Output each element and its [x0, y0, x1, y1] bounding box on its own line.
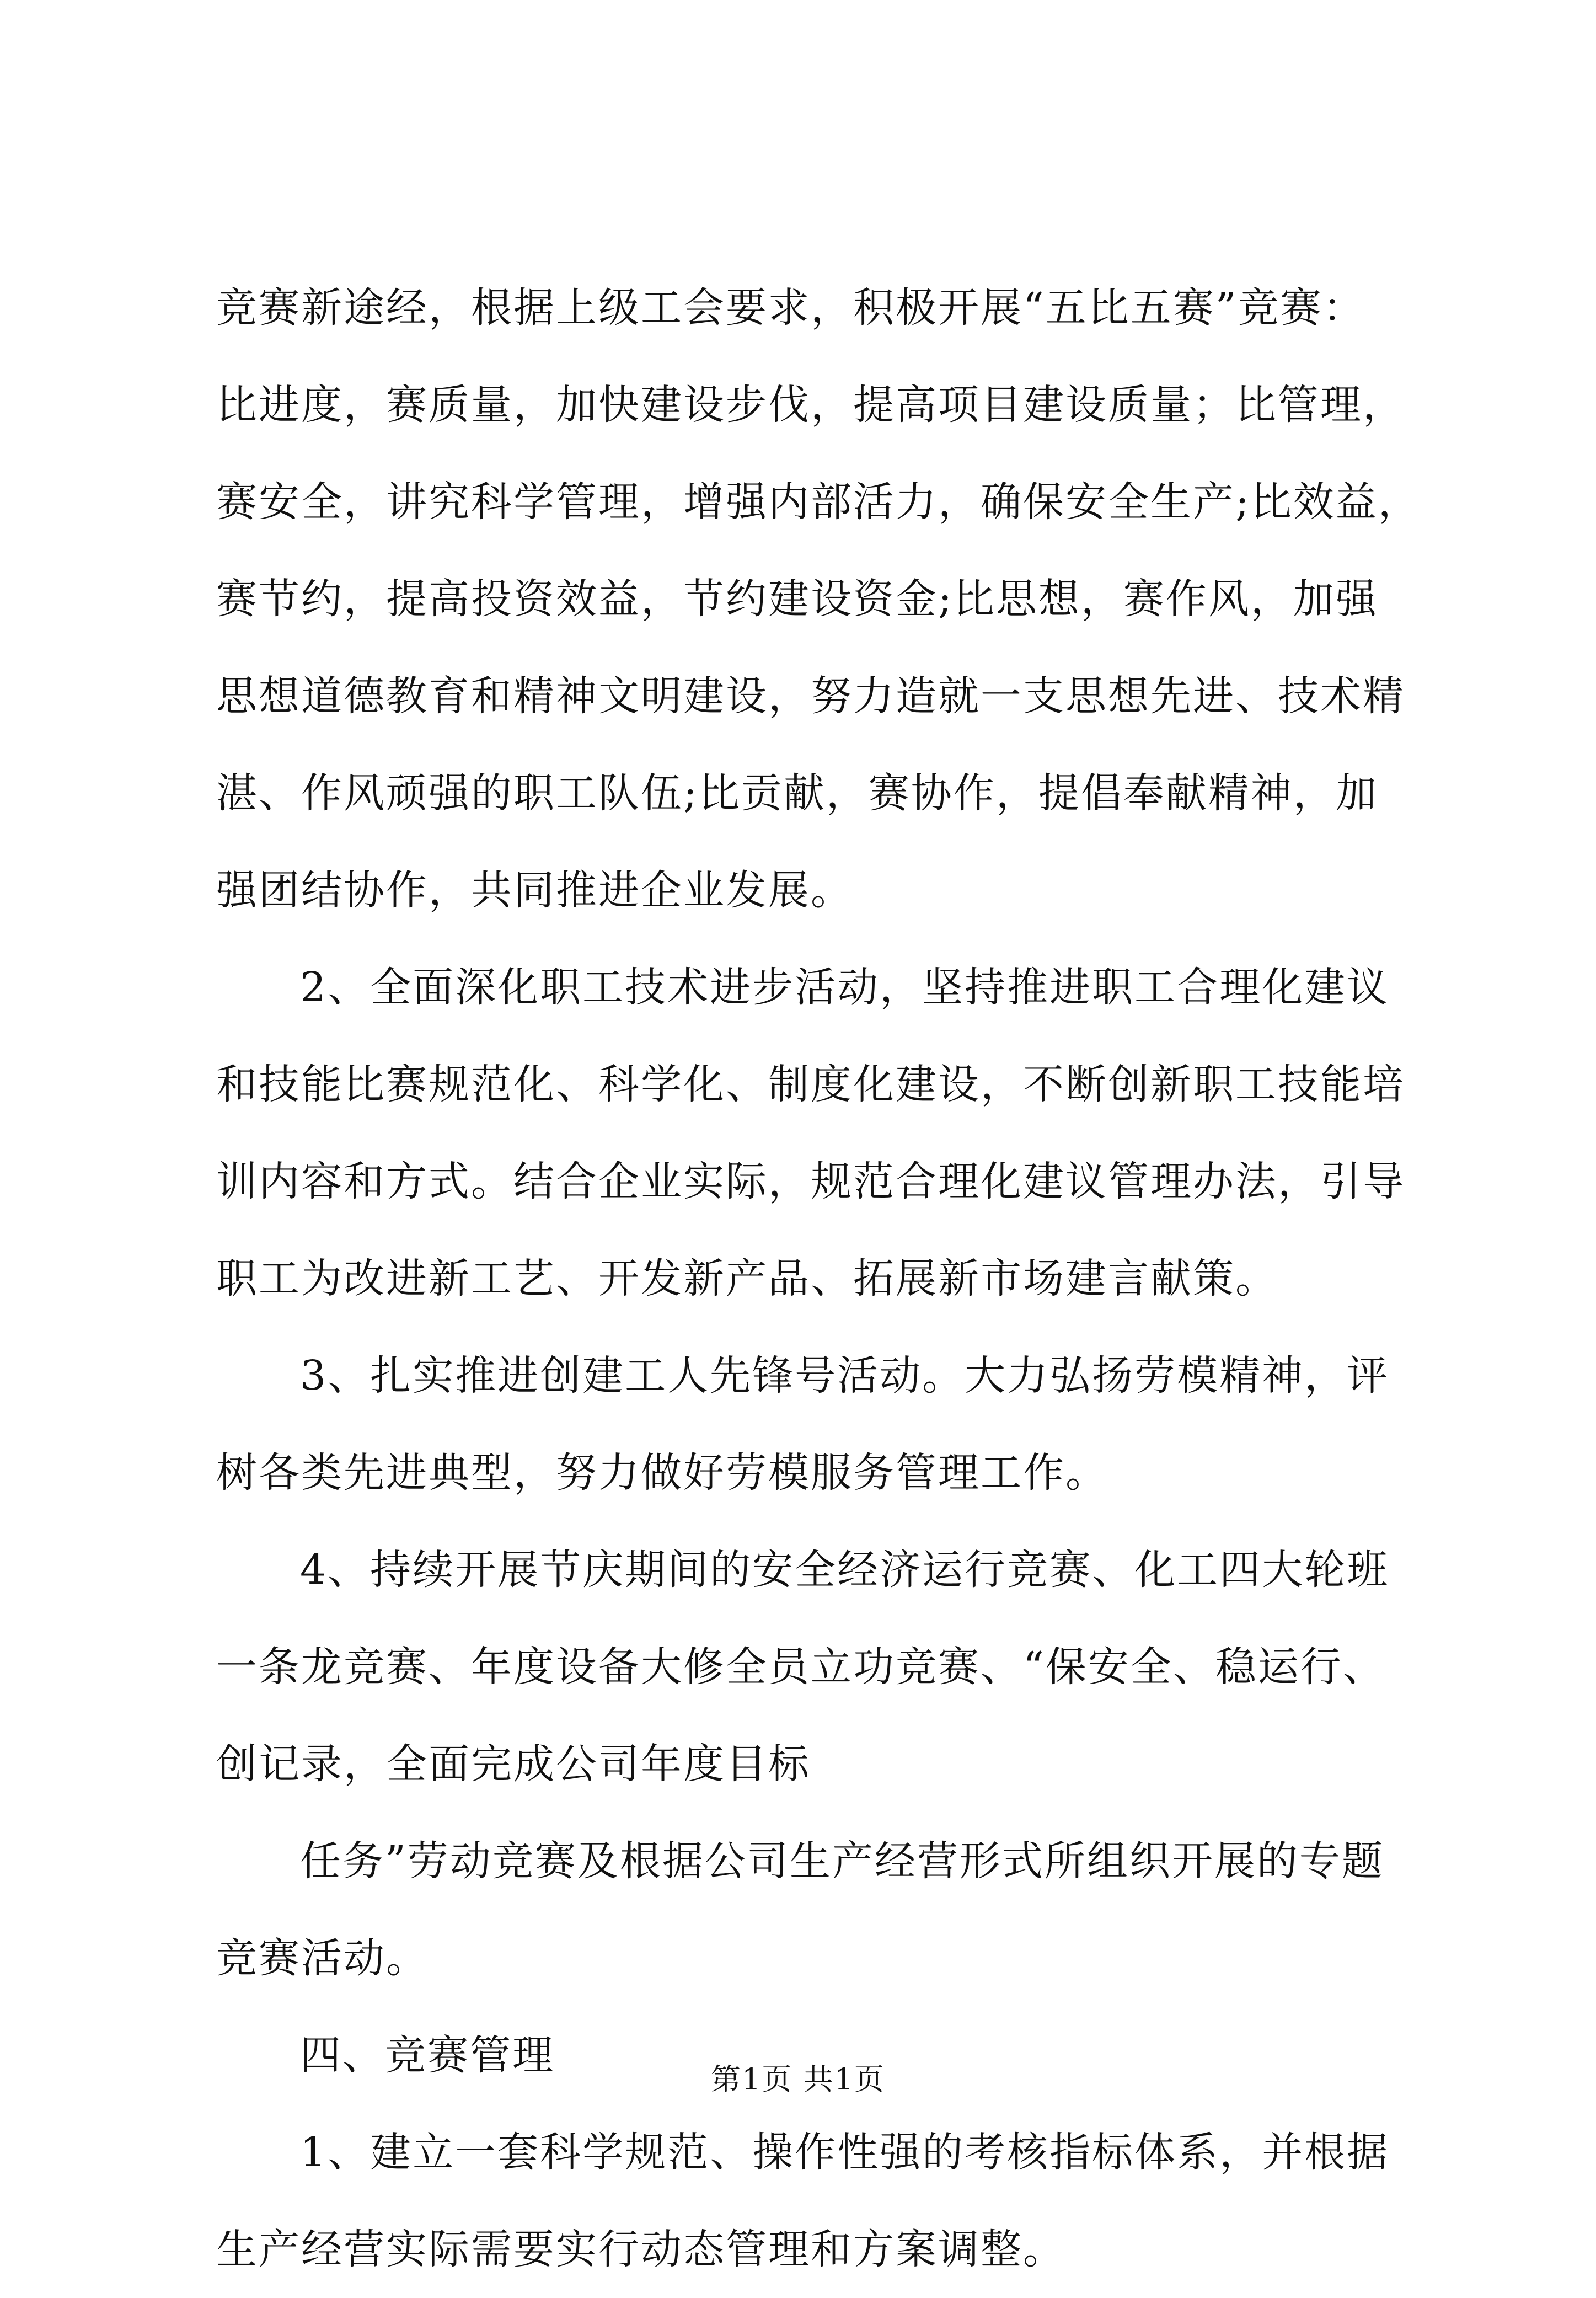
paragraph-line-indented: 3、扎实推进创建工人先锋号活动。大力弘扬劳模精神，评	[300, 1352, 1390, 1399]
paragraph-line: 生产经营实际需要实行动态管理和方案调整。	[216, 2226, 1065, 2273]
paragraph-line: 树各类先进典型，努力做好劳模服务管理工作。	[216, 1449, 1108, 1497]
page-number: 第1页 共1页	[711, 2062, 885, 2097]
paragraph-line: 赛安全，讲究科学管理，增强内部活力，确保安全生产;比效益，	[216, 478, 1421, 526]
paragraph-line: 竞赛新途经，根据上级工会要求，积极开展“五比五赛”竞赛：	[216, 284, 1365, 332]
page-footer	[0, 2060, 1596, 2099]
document-body	[216, 259, 1485, 2298]
paragraph-line-indented: 2、全面深化职工技术进步活动，坚持推进职工合理化建议	[300, 964, 1390, 1011]
paragraph-line: 比进度，赛质量，加快建设步伐，提高项目建设质量；比管理，	[216, 381, 1405, 429]
paragraph-line: 竞赛活动。	[216, 1934, 429, 1982]
paragraph-line: 训内容和方式。结合企业实际，规范合理化建议管理办法，引导	[216, 1158, 1405, 1205]
paragraph-line: 职工为改进新工艺、开发新产品、拓展新市场建言献策。	[216, 1255, 1278, 1302]
paragraph-line: 和技能比赛规范化、科学化、制度化建设，不断创新职工技能培	[216, 1061, 1405, 1108]
paragraph-line-indented: 1、建立一套科学规范、操作性强的考核指标体系，并根据	[300, 2129, 1390, 2176]
paragraph-line-indented: 任务”劳动竞赛及根据公司生产经营形式所组织开展的专题	[300, 1837, 1384, 1885]
paragraph-line: 创记录，全面完成公司年度目标	[216, 1740, 811, 1788]
paragraph-line: 思想道德教育和精神文明建设，努力造就一支思想先进、技术精	[216, 672, 1405, 720]
paragraph-line: 湛、作风顽强的职工队伍;比贡献，赛协作，提倡奉献精神，加	[216, 769, 1378, 817]
paragraph-line: 一条龙竞赛、年度设备大修全员立功竞赛、“保安全、稳运行、	[216, 1643, 1385, 1691]
section-heading: 四、竞赛管理	[300, 2032, 555, 2079]
paragraph-line-indented: 4、持续开展节庆期间的安全经济运行竞赛、化工四大轮班	[300, 1546, 1390, 1594]
paragraph-line: 强团结协作，共同推进企业发展。	[216, 867, 853, 914]
paragraph-line: 赛节约，提高投资效益，节约建设资金;比思想，赛作风，加强	[216, 575, 1378, 623]
